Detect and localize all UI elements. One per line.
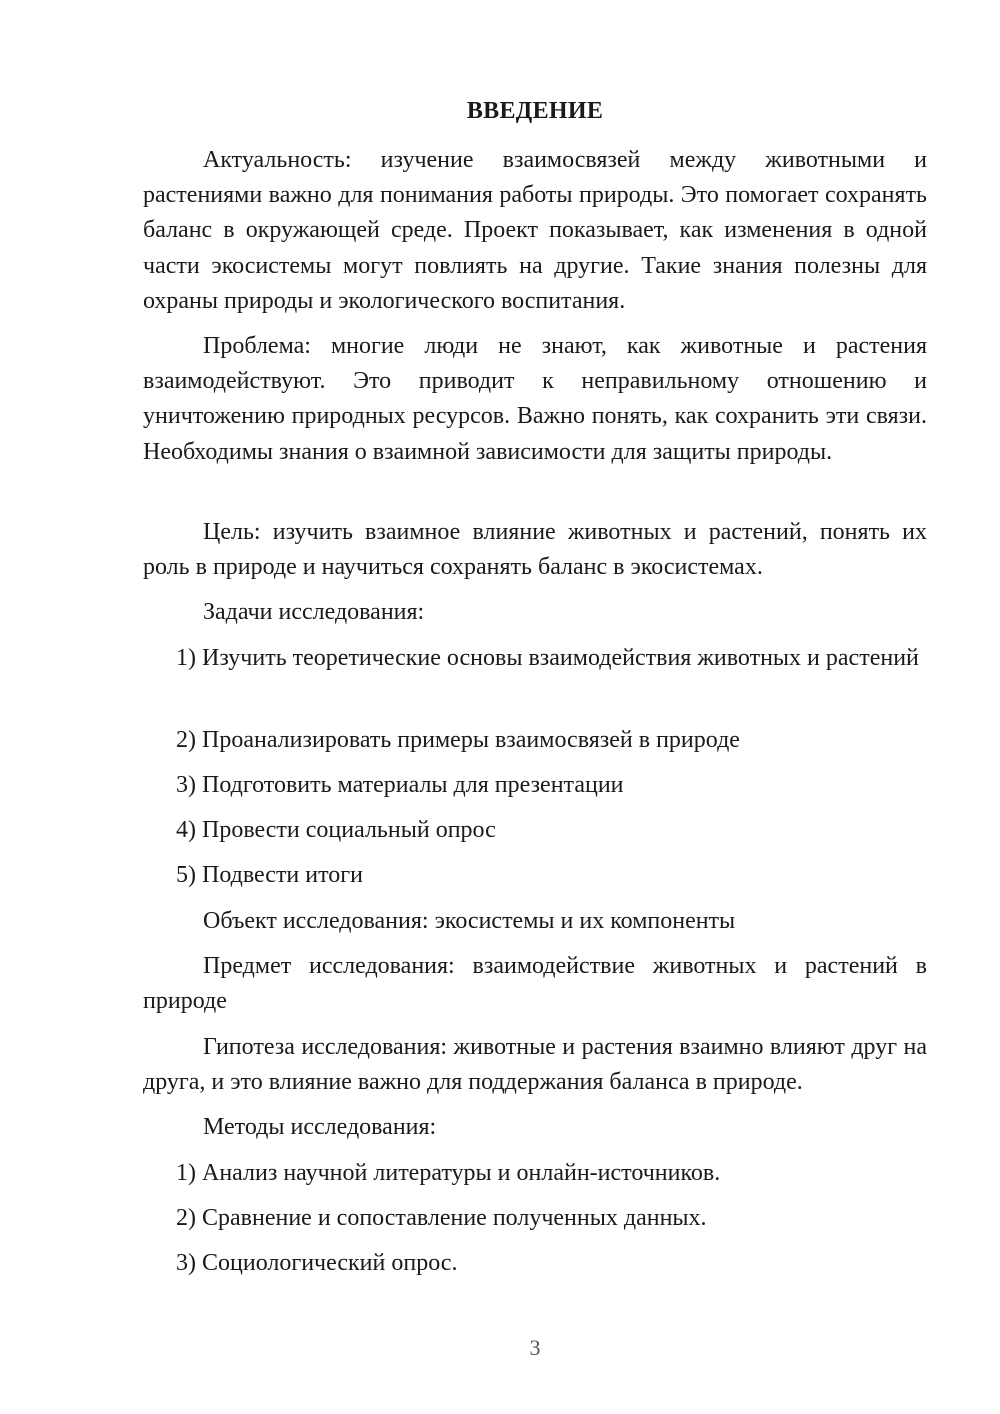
- page-title: ВВЕДЕНИЕ: [466, 98, 604, 124]
- relevance-paragraph: Актуальность: изучение взаимосвязей между животными и растениями важно для понимания работы природы. Это помогает сохранять баланс в окружающей среде. Проект показывает, как изменения в одной части экосистемы могут повлиять на другие. Такие знания полезны для охраны природы и экологического воспитания.: [143, 147, 927, 314]
- page-number: 3: [529, 1335, 541, 1360]
- hypothesis-paragraph: Гипотеза исследования: животные и растения взаимно влияют друг на друга, и это влияние важно для поддержания баланса в природе.: [143, 1034, 927, 1096]
- task-item-2: 2) Проанализировать примеры взаимосвязей в природе: [176, 727, 740, 753]
- subject-paragraph: Предмет исследования: взаимодействие животных и растений в природе: [143, 953, 927, 1015]
- tasks-heading: Задачи исследования:: [203, 599, 425, 625]
- task-item-4: 4) Провести социальный опрос: [176, 817, 496, 843]
- object-paragraph: Объект исследования: экосистемы и их компоненты: [203, 908, 736, 934]
- task-item-1: 1) Изучить теоретические основы взаимодействия животных и растений: [176, 645, 919, 671]
- methods-heading: Методы исследования:: [203, 1114, 437, 1140]
- method-item-2: 2) Сравнение и сопоставление полученных данных.: [176, 1205, 707, 1231]
- document-page: [143, 0, 927, 1414]
- goal-paragraph: Цель: изучить взаимное влияние животных и растений, понять их роль в природе и научиться сохранять баланс в экосистемах.: [143, 519, 927, 581]
- task-item-3: 3) Подготовить материалы для презентации: [176, 772, 624, 798]
- task-item-5: 5) Подвести итоги: [176, 862, 363, 888]
- method-item-3: 3) Социологический опрос.: [176, 1250, 458, 1276]
- method-item-1: 1) Анализ научной литературы и онлайн-источников.: [176, 1160, 721, 1186]
- problem-paragraph: Проблема: многие люди не знают, как животные и растения взаимодействуют. Это приводит к неправильному отношению и уничтожению природных ресурсов. Важно понять, как сохранить эти связи. Необходимы знания о взаимной зависимости для защиты природы.: [143, 333, 927, 465]
